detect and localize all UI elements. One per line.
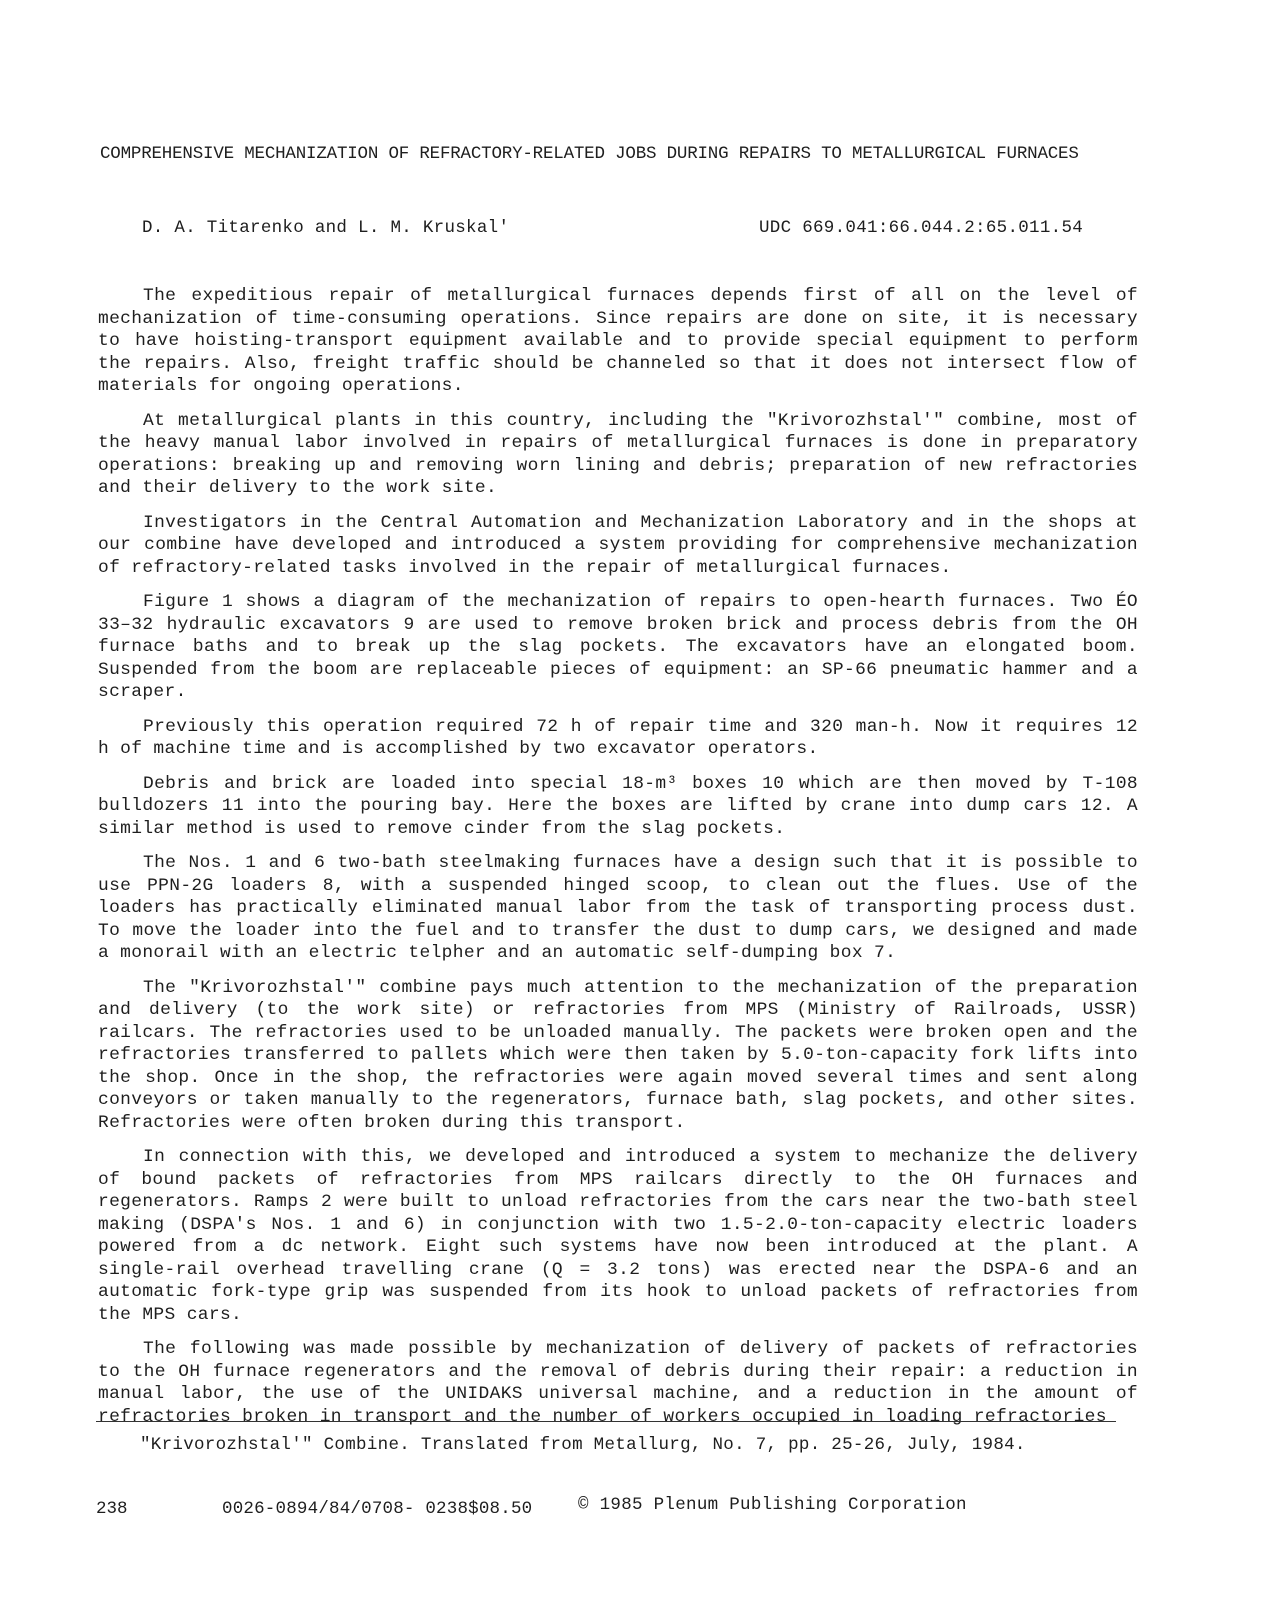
paragraph: The "Krivorozhstal'" combine pays much attention to the mechanization of the preparation and delivery (to the work site) or refractories from MPS (Ministry of Railroads, USSR) railcars. The refractories used to be unloaded manually. The packets were broken open and the refractories transferred to pallets which were then taken by 5.0-ton-capacity fork lifts into the shop. Once in the shop, the refractories were again moved several times and sent along conveyors or taken manually to the regenerators, furnace bath, slag pockets, and other sites. Refractories were often broken during this transport. xyxy=(98,977,1138,1133)
paragraph: Previously this operation required 72 h of repair time and 320 man-h. Now it requires 12 h of machine time and is accomplished by two excavator operators. xyxy=(98,716,1138,759)
paragraph: At metallurgical plants in this country, including the "Krivorozhstal'" combine, most of the heavy manual labor involved in repairs of metallurgical furnaces is done in preparatory operations: breaking up and removing worn lining and debris; preparation of new refractories and their delivery to the work site. xyxy=(98,410,1138,498)
udc-code: UDC 669.041:66.044.2:65.011.54 xyxy=(759,218,1084,238)
article-title: COMPREHENSIVE MECHANIZATION OF REFRACTORY-RELATED JOBS DURING REPAIRS TO METALLURGICAL FURNACES xyxy=(100,144,1079,164)
page-number: 238 xyxy=(96,1499,128,1519)
footnote: "Krivorozhstal'" Combine. Translated from Metallurg, No. 7, pp. 25-26, July, 1984. xyxy=(140,1435,1026,1455)
publication-code: 0026-0894/84/0708- 0238$08.50 xyxy=(222,1499,533,1519)
article-body xyxy=(98,285,1138,1440)
paragraph: The following was made possible by mechanization of delivery of packets of refractories to the OH furnace regenerators and the removal of debris during their repair: a reduction in manual labor, the use of the UNIDAKS universal machine, and a reduction in the amount of refractories broken in transport and the number of workers occupied in loading refractories xyxy=(98,1339,1138,1427)
author-line: D. A. Titarenko and L. M. Kruskal' xyxy=(142,218,510,238)
paragraph: In connection with this, we developed and introduced a system to mechanize the delivery of bound packets of refractories from MPS railcars directly to the OH furnaces and regenerators. Ramps 2 were built to unload refractories from the cars near the two-bath steel making (DSPA's Nos. 1 and 6) in conjunction with two 1.5-2.0-ton-capacity electric loaders powered from a dc network. Eight such systems have now been introduced at the plant. A single-rail overhead travelling crane (Q = 3.2 tons) was erected near the DSPA-6 and an automatic fork-type grip was suspended from its hook to unload packets of refractories from the MPS cars. xyxy=(98,1147,1138,1325)
paragraph: Investigators in the Central Automation and Mechanization Laboratory and in the shops at our combine have developed and introduced a system providing for comprehensive mechanization of refractory-related tasks involved in the repair of metallurgical furnaces. xyxy=(98,512,1138,578)
paragraph: Debris and brick are loaded into special 18-m³ boxes 10 which are then moved by T-108 bulldozers 11 into the pouring bay. Here the boxes are lifted by crane into dump cars 12. A similar method is used to remove cinder from the slag pockets. xyxy=(98,773,1138,839)
footnote-divider xyxy=(96,1421,1116,1422)
paragraph: The expeditious repair of metallurgical furnaces depends first of all on the level of mechanization of time-consuming operations. Since repairs are done on site, it is necessary to have hoisting-transport equipment available and to provide special equipment to perform the repairs. Also, freight traffic should be channeled so that it does not intersect flow of materials for ongoing operations. xyxy=(98,286,1138,396)
paragraph: Figure 1 shows a diagram of the mechanization of repairs to open-hearth furnaces. Two ÉO 33–32 hydraulic excavators 9 are used to remove broken brick and process debris from the OH furnace baths and to break up the slag pockets. The excavators have an elongated boom. Suspended from the boom are replaceable pieces of equipment: an SP-66 pneumatic hammer and a scraper. xyxy=(98,592,1138,702)
paragraph: The Nos. 1 and 6 two-bath steelmaking furnaces have a design such that it is possible to use PPN-2G loaders 8, with a suspended hinged scoop, to clean out the flues. Use of the loaders has practically eliminated manual labor from the task of transporting process dust. To move the loader into the fuel and to transfer the dust to dump cars, we designed and made a monorail with an electric telpher and an automatic self-dumping box 7. xyxy=(98,853,1138,963)
copyright-notice: © 1985 Plenum Publishing Corporation xyxy=(578,1495,967,1515)
